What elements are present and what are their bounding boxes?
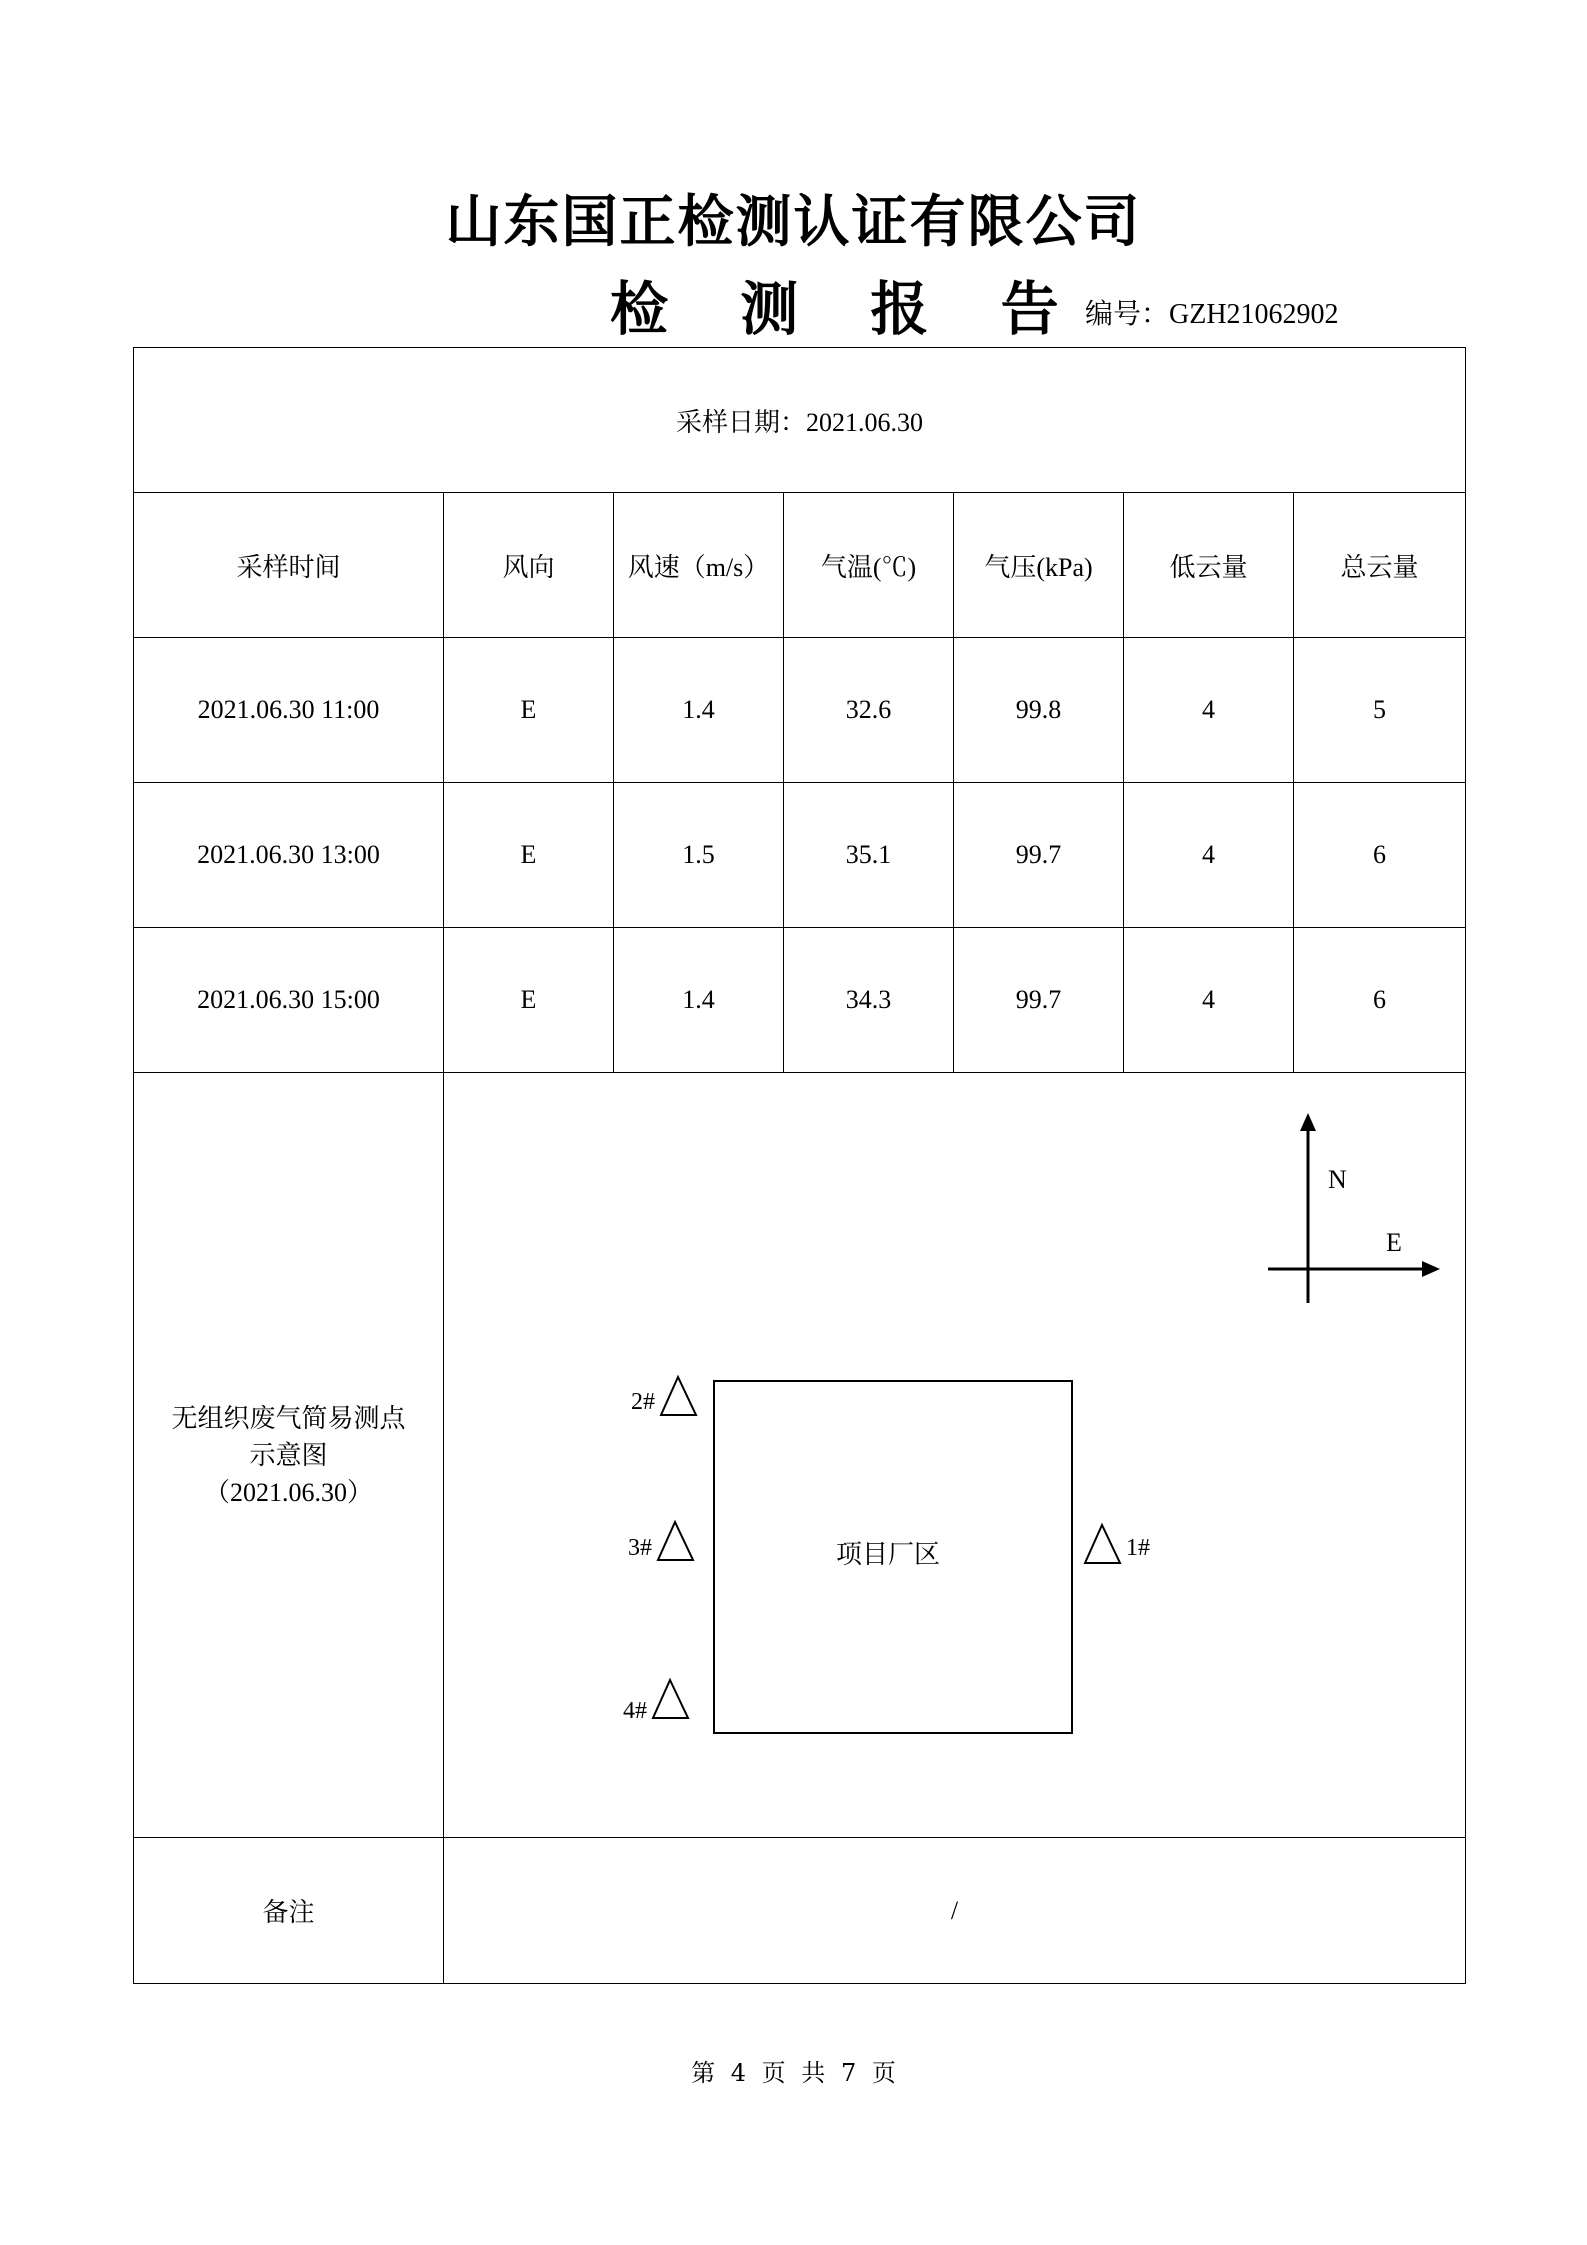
column-header: 采样时间 bbox=[134, 493, 444, 638]
remarks-label: 备注 bbox=[134, 1838, 444, 1984]
compass bbox=[1268, 1113, 1440, 1303]
east-label: E bbox=[1386, 1228, 1402, 1257]
diagram-cell bbox=[444, 1073, 1466, 1838]
table-cell: 99.7 bbox=[954, 783, 1124, 928]
table-row bbox=[134, 638, 1466, 783]
triangle-marker-icon bbox=[661, 1377, 696, 1415]
point-label: 4# bbox=[623, 1698, 647, 1724]
remarks-value: / bbox=[444, 1838, 1466, 1984]
point-label: 1# bbox=[1126, 1535, 1150, 1561]
north-arrow-icon bbox=[1300, 1113, 1316, 1131]
report-title: 检 测 报 告 bbox=[610, 275, 1085, 343]
table-cell: E bbox=[444, 928, 614, 1073]
plant-area-label: 项目厂区 bbox=[835, 1540, 941, 1569]
triangle-marker-icon bbox=[658, 1522, 693, 1560]
table-cell: 32.6 bbox=[784, 638, 954, 783]
page-footer: 第 4 页 共 7 页 bbox=[691, 2059, 896, 2087]
report-number: 编号：GZH21062902 bbox=[1085, 299, 1339, 330]
table-cell: 1.4 bbox=[614, 928, 784, 1073]
table-header-row bbox=[134, 493, 1466, 638]
table-row bbox=[134, 783, 1466, 928]
column-header: 总云量 bbox=[1294, 493, 1466, 638]
column-header: 风向 bbox=[444, 493, 614, 638]
table-cell: 1.4 bbox=[614, 638, 784, 783]
table-cell: 4 bbox=[1124, 928, 1294, 1073]
table-cell: 6 bbox=[1294, 783, 1466, 928]
table-cell: 34.3 bbox=[784, 928, 954, 1073]
table-cell: 5 bbox=[1294, 638, 1466, 783]
triangle-marker-icon bbox=[653, 1680, 688, 1718]
table-cell: E bbox=[444, 783, 614, 928]
point-label: 3# bbox=[628, 1535, 652, 1561]
diagram-label bbox=[134, 1073, 444, 1838]
column-header: 低云量 bbox=[1124, 493, 1294, 638]
table-row bbox=[134, 928, 1466, 1073]
diagram-label-date: （2021.06.30） bbox=[203, 1477, 373, 1507]
table-cell: 6 bbox=[1294, 928, 1466, 1073]
table-cell: 2021.06.30 11:00 bbox=[134, 638, 444, 783]
sampling-point-2 bbox=[631, 1377, 696, 1415]
diagram-row bbox=[134, 1073, 1466, 1838]
meteorological-table bbox=[133, 347, 1466, 1984]
table-cell: 35.1 bbox=[784, 783, 954, 928]
sampling-point-3 bbox=[628, 1522, 693, 1561]
sampling-point-diagram bbox=[444, 1073, 1464, 1837]
sampling-date-row bbox=[134, 348, 1466, 493]
column-header: 气温(℃) bbox=[784, 493, 954, 638]
table-cell: 4 bbox=[1124, 783, 1294, 928]
table-cell: 2021.06.30 13:00 bbox=[134, 783, 444, 928]
triangle-marker-icon bbox=[1085, 1525, 1120, 1563]
company-name: 山东国正检测认证有限公司 bbox=[445, 189, 1142, 255]
table-cell: 99.7 bbox=[954, 928, 1124, 1073]
sampling-point-1 bbox=[1085, 1525, 1150, 1563]
column-header: 气压(kPa) bbox=[954, 493, 1124, 638]
diagram-label-line: 无组织废气简易测点 bbox=[171, 1403, 406, 1433]
table-cell: 1.5 bbox=[614, 783, 784, 928]
table-cell: E bbox=[444, 638, 614, 783]
sampling-point-4 bbox=[623, 1680, 688, 1724]
table-cell: 4 bbox=[1124, 638, 1294, 783]
table-cell: 2021.06.30 15:00 bbox=[134, 928, 444, 1073]
column-header: 风速（m/s） bbox=[614, 493, 784, 638]
east-arrow-icon bbox=[1422, 1261, 1440, 1277]
sampling-date: 采样日期：2021.06.30 bbox=[134, 348, 1466, 493]
north-label: N bbox=[1328, 1165, 1347, 1194]
remarks-row bbox=[134, 1838, 1466, 1984]
table-cell: 99.8 bbox=[954, 638, 1124, 783]
diagram-label-line: 示意图 bbox=[249, 1440, 328, 1470]
point-label: 2# bbox=[631, 1389, 655, 1415]
